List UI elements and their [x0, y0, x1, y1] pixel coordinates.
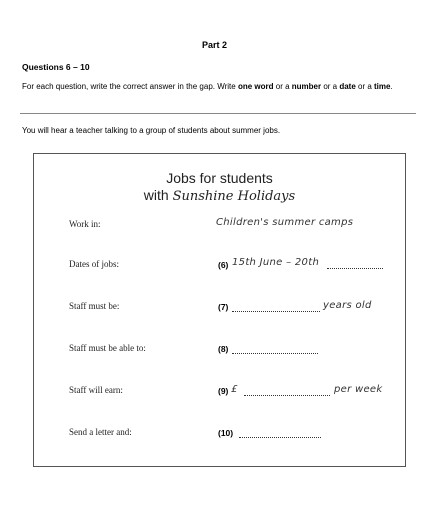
intro-text: You will hear a teacher talking to a group of students about summer jobs. — [22, 126, 281, 135]
answer-gap-10[interactable] — [239, 428, 321, 438]
question-number-10: (10) — [218, 428, 234, 438]
box-title-line1: Jobs for students — [166, 170, 273, 186]
question-number-8: (8) — [218, 344, 229, 354]
instruction-bold-4: time — [374, 82, 391, 91]
answer-gap-9[interactable] — [244, 386, 330, 396]
question-number-9: (9) — [218, 386, 229, 396]
pound-sign: £ — [231, 384, 238, 395]
part-title: Part 2 — [201, 40, 227, 50]
instruction-post: . — [390, 82, 393, 91]
box-title-prefix: with — [143, 187, 173, 203]
question-number-7: (7) — [218, 302, 229, 312]
divider — [20, 113, 416, 114]
suffix-per-week: per week — [334, 384, 383, 395]
instruction-bold-3: date — [339, 82, 356, 91]
answer-gap-6[interactable] — [327, 259, 383, 269]
instruction-bold-2: number — [291, 82, 322, 91]
question-number-6: (6) — [218, 260, 229, 270]
row-label-work-in: Work in: — [69, 219, 101, 229]
row-label-able-to: Staff must be able to: — [69, 343, 146, 353]
answer-work-in: Children's summer camps — [216, 217, 354, 228]
row-label-send-letter: Send a letter and: — [69, 427, 132, 437]
box-title-line2 — [33, 187, 406, 205]
answer-gap-8[interactable] — [232, 344, 318, 354]
row-label-earn: Staff will earn: — [69, 385, 123, 395]
box-title — [33, 170, 406, 205]
brand-name: Sunshine Holidays — [172, 189, 296, 204]
instruction-mid-3: or a — [355, 82, 375, 91]
instruction-bold-1: one word — [237, 82, 274, 91]
row-label-dates: Dates of jobs: — [69, 259, 119, 269]
instruction-pre: For each question, write the correct answer in the gap. Write — [22, 82, 238, 91]
answer-dates: 15th June – 20th — [232, 257, 320, 268]
row-label-staff-must-be: Staff must be: — [69, 301, 120, 311]
instruction-mid-2: or a — [321, 82, 340, 91]
instruction-text — [22, 82, 414, 92]
questions-heading: Questions 6 – 10 — [22, 62, 90, 72]
suffix-years-old: years old — [323, 300, 372, 311]
answer-gap-7[interactable] — [232, 302, 320, 312]
instruction-mid-1: or a — [273, 82, 292, 91]
